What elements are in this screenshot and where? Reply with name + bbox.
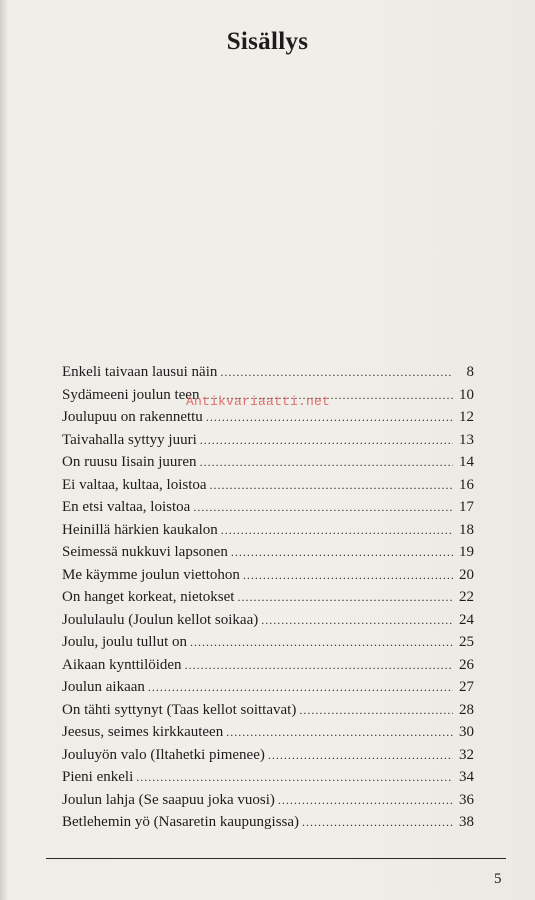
toc-entry-page: 28 — [459, 701, 474, 718]
toc-entry-title: Jouluyön valo (Iltahetki pimenee) — [62, 746, 265, 763]
toc-entry — [62, 409, 474, 432]
toc-entry-title: Joulupuu on rakennettu — [62, 409, 203, 425]
toc-entry-page: 26 — [459, 656, 474, 673]
toc-entry — [62, 499, 474, 522]
toc-entry-page: 12 — [459, 409, 474, 425]
toc-entry — [62, 589, 474, 612]
toc-entry-page: 38 — [459, 814, 474, 830]
dot-leader — [278, 793, 453, 808]
toc-entry-page: 17 — [459, 499, 474, 515]
toc-entry — [62, 679, 474, 702]
dot-leader — [190, 635, 453, 650]
toc-entry-title: On tähti syttynyt (Taas kellot soittavat) — [62, 701, 297, 718]
dot-leader — [193, 500, 453, 515]
toc-entry-title: Seimessä nukkuvi lapsonen — [62, 544, 228, 560]
toc-entry-page: 19 — [459, 544, 474, 560]
spine-shadow — [0, 0, 8, 900]
toc-entry-title: Joulun aikaan — [62, 679, 145, 695]
toc-entry-page: 36 — [459, 791, 474, 808]
footer-rule — [46, 858, 506, 859]
watermark: Antikvariaatti.net — [186, 394, 331, 409]
dot-leader — [136, 770, 453, 785]
page-title: Sisällys — [226, 28, 309, 55]
toc-entry — [62, 544, 474, 567]
toc-entry — [62, 477, 474, 500]
toc-entry-page: 10 — [459, 386, 474, 403]
toc-entry-title: Joululaulu (Joulun kellot soikaa) — [62, 611, 259, 628]
toc-entry — [62, 454, 474, 477]
toc-entry-title: On hanget korkeat, nietokset — [62, 589, 235, 605]
toc-entry — [62, 567, 474, 590]
toc-entry — [62, 702, 474, 725]
dot-leader — [302, 815, 453, 830]
dot-leader — [221, 523, 453, 538]
dot-leader — [226, 725, 453, 740]
toc-entry-page: 18 — [459, 521, 474, 538]
toc-entry — [62, 432, 474, 455]
dot-leader — [210, 478, 453, 493]
toc-entry-page: 16 — [459, 476, 474, 493]
toc-entry-title: Ei valtaa, kultaa, loistoa — [62, 476, 207, 493]
page-number: 5 — [494, 871, 502, 887]
toc-entry — [62, 522, 474, 545]
toc-entry-title: On ruusu Iisain juuren — [62, 454, 197, 470]
toc-entry-title: Heinillä härkien kaukalon — [62, 521, 218, 538]
dot-leader — [200, 455, 453, 470]
toc-entry-title: Me käymme joulun viettohon — [62, 566, 240, 583]
toc-entry — [62, 814, 474, 837]
toc-entry-page: 32 — [459, 746, 474, 763]
toc-entry — [62, 612, 474, 635]
toc-entry — [62, 792, 474, 815]
toc-entry-page: 22 — [459, 589, 474, 605]
toc-entry-title: Aikaan kynttilöiden — [62, 656, 182, 673]
toc-entry — [62, 769, 474, 792]
toc-entry-title: Taivahalla syttyy juuri — [62, 431, 197, 448]
toc-entry — [62, 657, 474, 680]
toc-entry-title: Jeesus, seimes kirkkauteen — [62, 724, 224, 740]
toc-entry-page: 24 — [459, 611, 474, 628]
dot-leader — [268, 748, 453, 763]
dot-leader — [243, 568, 453, 583]
toc-entry-title: Joulu, joulu tullut on — [62, 634, 188, 650]
table-of-contents — [62, 364, 474, 837]
toc-entry-page: 25 — [459, 634, 474, 650]
toc-entry-page: 8 — [466, 364, 474, 380]
toc-entry — [62, 634, 474, 657]
toc-entry-title: Pieni enkeli — [62, 769, 134, 785]
toc-entry — [62, 724, 474, 747]
toc-entry-page: 27 — [459, 679, 474, 695]
toc-entry-title: Enkeli taivaan lausui näin — [62, 364, 218, 380]
toc-entry — [62, 747, 474, 770]
toc-entry-page: 30 — [459, 724, 474, 740]
dot-leader — [148, 680, 453, 695]
dot-leader — [206, 410, 453, 425]
dot-leader — [237, 590, 453, 605]
dot-leader — [200, 433, 453, 448]
toc-entry-page: 20 — [459, 566, 474, 583]
toc-entry-title: Betlehemin yö (Nasaretin kaupungissa) — [62, 814, 300, 830]
dot-leader — [231, 545, 453, 560]
dot-leader — [220, 365, 453, 380]
toc-entry-page: 34 — [459, 769, 474, 785]
dot-leader — [299, 703, 453, 718]
dot-leader — [261, 613, 453, 628]
toc-entry-page: 13 — [459, 431, 474, 448]
toc-entry — [62, 364, 474, 387]
dot-leader — [185, 658, 453, 673]
toc-entry-title: Sydämeeni joulun teen — [62, 386, 200, 403]
toc-entry-page: 14 — [459, 454, 474, 470]
toc-entry-title: En etsi valtaa, loistoa — [62, 499, 191, 515]
toc-entry-title: Joulun lahja (Se saapuu joka vuosi) — [62, 791, 275, 808]
